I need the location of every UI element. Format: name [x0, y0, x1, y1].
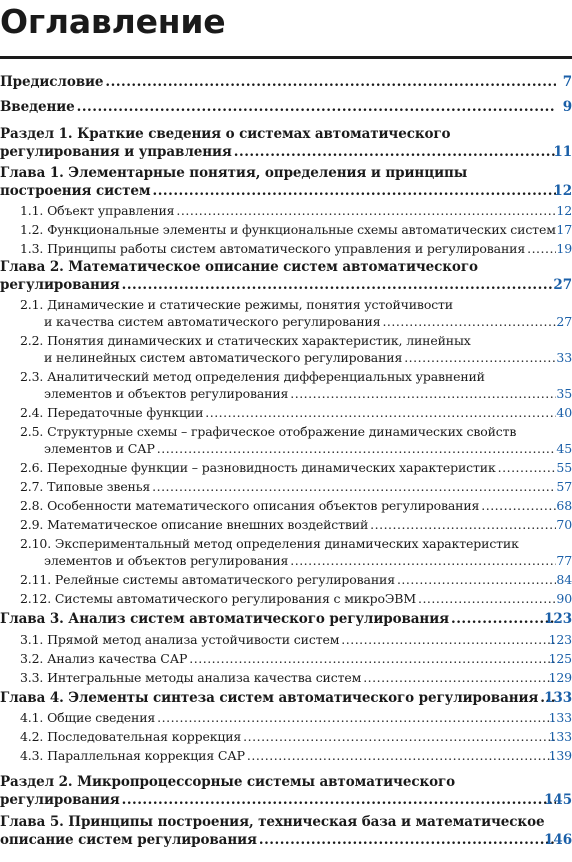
toc-entry-title-line: 4.1. Общие сведения: [20, 710, 156, 725]
dot-leader: [527, 240, 556, 257]
toc-list: [0, 74, 572, 849]
dot-leader: [397, 571, 556, 588]
toc-page-number[interactable]: 27: [553, 276, 572, 293]
toc-page-number[interactable]: 68: [556, 498, 572, 513]
dot-leader: [498, 459, 556, 476]
toc-entry-title-line: Глава 5. Принципы построения, техническая база и математическое: [0, 814, 545, 830]
dot-leader: [370, 516, 556, 533]
toc-page-number[interactable]: 145: [544, 791, 572, 808]
dot-leader: [234, 144, 556, 162]
toc-entry[interactable]: [0, 669, 572, 686]
toc-entry[interactable]: [0, 221, 572, 238]
dot-leader: [290, 385, 556, 402]
toc-page-number[interactable]: 17: [556, 222, 572, 237]
toc-entry-title-line: 3.1. Прямой метод анализа устойчивости систем: [20, 631, 340, 647]
page-title: Оглавление: [0, 2, 226, 41]
toc-entry[interactable]: [0, 650, 572, 667]
toc-entry[interactable]: [0, 631, 572, 648]
toc-page-number[interactable]: 45: [556, 441, 572, 456]
toc-entry[interactable]: [0, 165, 572, 200]
toc-entry[interactable]: [0, 99, 572, 117]
toc-page-number[interactable]: 139: [548, 748, 572, 763]
toc-page-number[interactable]: 133: [548, 729, 572, 744]
toc-entry-title-line: описание систем регулирования: [0, 831, 257, 848]
toc-page-number[interactable]: 35: [556, 386, 572, 401]
dot-leader: [153, 183, 556, 201]
dot-leader: [152, 478, 556, 495]
dot-leader: [105, 74, 556, 92]
toc-entry[interactable]: [0, 74, 572, 92]
toc-entry[interactable]: [0, 535, 572, 569]
toc-entry-title-line: 4.3. Параллельная коррекция САР: [20, 748, 245, 763]
toc-page-number[interactable]: 7: [562, 74, 572, 90]
toc-entry[interactable]: [0, 709, 572, 726]
toc-entry-title-line: 3.2. Анализ качества САР: [20, 650, 188, 666]
toc-entry-title-line: элементов и объектов регулирования: [44, 553, 289, 568]
dot-leader: [243, 728, 556, 745]
toc-entry-title-line: 2.8. Особенности математического описания объектов регулирования: [20, 498, 480, 513]
toc-entry[interactable]: [0, 728, 572, 745]
dot-leader: [157, 440, 556, 457]
toc-entry[interactable]: [0, 459, 572, 476]
toc-page-number[interactable]: 146: [544, 831, 572, 848]
dot-leader: [205, 404, 556, 421]
dot-leader: [363, 669, 556, 686]
toc-entry-title-line: 1.3. Принципы работы систем автоматического управления и регулирования: [20, 241, 526, 256]
toc-entry-title-line: 2.1. Динамические и статические режимы, понятия устойчивости: [20, 297, 453, 312]
toc-page-number[interactable]: 129: [548, 669, 572, 685]
toc-page-number[interactable]: 90: [556, 591, 572, 606]
toc-entry[interactable]: [0, 611, 572, 629]
toc-entry-title-line: построения систем: [0, 182, 151, 199]
toc-page-number[interactable]: 57: [556, 479, 572, 494]
toc-entry-title-line: регулирования: [0, 276, 120, 293]
toc-entry[interactable]: [0, 423, 572, 457]
toc-entry-title-line: 1.1. Объект управления: [20, 203, 175, 218]
dot-leader: [290, 552, 556, 569]
dot-leader: [481, 497, 556, 514]
toc-entry[interactable]: [0, 368, 572, 402]
dot-leader: [189, 650, 556, 667]
dot-leader: [176, 202, 556, 219]
toc-page-number[interactable]: 70: [556, 517, 572, 532]
dot-leader: [451, 611, 556, 629]
toc-page-number[interactable]: 11: [553, 143, 572, 160]
dot-leader: [341, 631, 556, 648]
toc-page-number[interactable]: 27: [556, 314, 572, 329]
toc-entry[interactable]: [0, 478, 572, 495]
dot-leader: [259, 832, 556, 850]
toc-entry[interactable]: [0, 126, 572, 161]
toc-page-number[interactable]: 9: [562, 98, 572, 115]
toc-entry[interactable]: [0, 774, 572, 809]
toc-entry-title-line: 2.4. Передаточные функции: [20, 405, 204, 420]
toc-page-number[interactable]: 55: [556, 460, 572, 475]
toc-page-number[interactable]: 133: [544, 689, 572, 706]
toc-entry[interactable]: [0, 747, 572, 764]
toc-page-number[interactable]: 40: [556, 405, 572, 420]
toc-entry[interactable]: [0, 814, 572, 849]
toc-entry-title-line: элементов и объектов регулирования: [44, 386, 289, 401]
toc-entry-title-line: 1.2. Функциональные элементы и функциональные схемы автоматических систем: [20, 222, 556, 237]
toc-page-number[interactable]: 19: [556, 241, 572, 256]
toc-page-number[interactable]: 12: [556, 203, 572, 218]
toc-entry-title-line: Раздел 1. Краткие сведения о системах автоматического: [0, 126, 451, 142]
toc-entry[interactable]: [0, 202, 572, 219]
dot-leader: [77, 99, 556, 117]
toc-entry[interactable]: [0, 332, 572, 366]
toc-entry-title-line: 2.12. Системы автоматического регулирования с микроЭВМ: [20, 591, 416, 606]
toc-entry-title-line: 2.5. Структурные схемы – графическое отображение динамических свойств: [20, 424, 517, 439]
toc-entry-title-line: Предисловие: [0, 74, 104, 90]
toc-entry-title-line: Введение: [0, 98, 75, 115]
toc-entry-title-line: и качества систем автоматического регулирования: [44, 314, 381, 329]
dot-leader: [382, 313, 556, 330]
toc-page-number[interactable]: 125: [548, 650, 572, 666]
dot-leader: [157, 709, 556, 726]
toc-page-number[interactable]: 123: [544, 611, 572, 627]
toc-entry-title-line: 2.2. Понятия динамических и статических характеристик, линейных: [20, 333, 471, 348]
toc-entry-title-line: 2.6. Переходные функции – разновидность динамических характеристик: [20, 460, 496, 475]
dot-leader: [404, 349, 556, 366]
toc-entry[interactable]: [0, 240, 572, 257]
toc-page-number[interactable]: 12: [553, 182, 572, 199]
toc-entry-title-line: Глава 1. Элементарные понятия, определения и принципы: [0, 165, 468, 181]
toc-page-number[interactable]: 84: [556, 572, 572, 587]
title-underline: [0, 56, 572, 59]
toc-page-number[interactable]: 133: [548, 710, 572, 725]
toc-entry-title-line: регулирования: [0, 791, 120, 808]
toc-entry-title-line: 2.3. Аналитический метод определения дифференциальных уравнений: [20, 369, 485, 384]
toc-entry[interactable]: [0, 296, 572, 330]
toc-entry-title-line: 2.11. Релейные системы автоматического регулирования: [20, 572, 395, 587]
toc-entry[interactable]: [0, 516, 572, 533]
toc-entry-title-line: элементов и САР: [44, 441, 155, 456]
toc-entry-title-line: 2.9. Математическое описание внешних воздействий: [20, 517, 369, 532]
toc-entry-title-line: 2.7. Типовые звенья: [20, 479, 151, 494]
toc-entry[interactable]: [0, 690, 572, 708]
dot-leader: [418, 590, 556, 607]
toc-entry-title-line: регулирования и управления: [0, 143, 232, 160]
toc-page-number[interactable]: 77: [556, 553, 572, 568]
toc-entry-title-line: Глава 3. Анализ систем автоматического регулирования: [0, 611, 449, 627]
dot-leader: [122, 792, 556, 810]
toc-entry-title-line: 4.2. Последовательная коррекция: [20, 729, 242, 744]
toc-entry-title-line: Глава 2. Математическое описание систем автоматического: [0, 259, 478, 275]
toc-entry[interactable]: [0, 571, 572, 588]
toc-entry-title-line: 2.10. Экспериментальный метод определения динамических характеристик: [20, 536, 519, 551]
toc-entry-title-line: Глава 4. Элементы синтеза систем автоматического регулирования: [0, 689, 539, 706]
toc-entry-title-line: и нелинейных систем автоматического регулирования: [44, 350, 403, 365]
toc-entry-title-line: Раздел 2. Микропроцессорные системы автоматического: [0, 774, 456, 790]
toc-entry[interactable]: [0, 259, 572, 294]
toc-entry[interactable]: [0, 590, 572, 607]
dot-leader: [247, 747, 556, 764]
dot-leader: [122, 277, 556, 295]
toc-page-number[interactable]: 123: [548, 631, 572, 647]
toc-entry-title-line: 3.3. Интегральные методы анализа качества систем: [20, 669, 362, 685]
toc-entry[interactable]: [0, 404, 572, 421]
toc-entry[interactable]: [0, 497, 572, 514]
toc-page-number[interactable]: 33: [556, 350, 572, 365]
